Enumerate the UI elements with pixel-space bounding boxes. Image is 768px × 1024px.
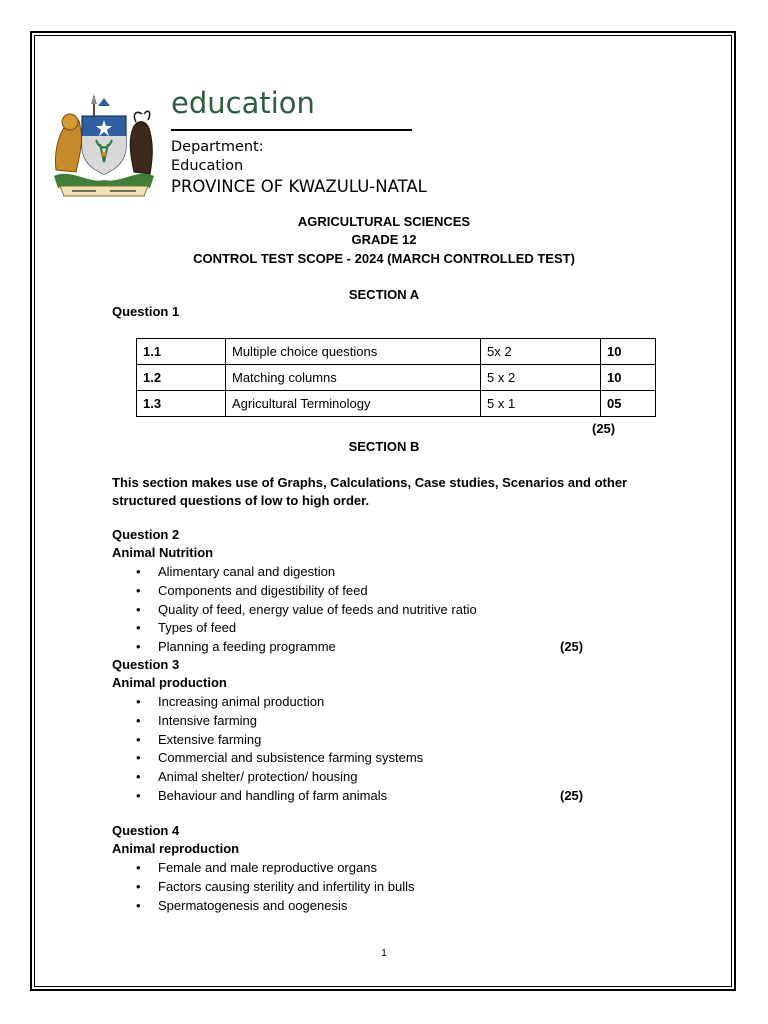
marks-cell: 05 (601, 391, 656, 417)
marks-cell: 10 (601, 365, 656, 391)
marks-cell: 10 (601, 339, 656, 365)
question-4-topic-list (136, 859, 415, 915)
list-item: • Behaviour and handling of farm animals (136, 787, 423, 806)
question-3-marks: (25) (560, 788, 584, 803)
question-3-label: Question 3 (112, 657, 180, 672)
list-item: • Factors causing sterility and infertility in bulls (136, 878, 415, 897)
section-b-intro: This section makes use of Graphs, Calculations, Case studies, Scenarios and other structured questions of low to high order. (112, 475, 628, 508)
mark-allocation-cell: 5 x 2 (481, 365, 601, 391)
scope-title: CONTROL TEST SCOPE - 2024 (MARCH CONTROLLED TEST) (193, 251, 575, 266)
list-item: • Intensive farming (136, 712, 423, 731)
brand-wordmark: education (171, 86, 315, 120)
question-1-label: Question 1 (112, 304, 180, 319)
list-item: • Spermatogenesis and oogenesis (136, 897, 415, 916)
question-4-label: Question 4 (112, 823, 180, 838)
list-item: • Animal shelter/ protection/ housing (136, 768, 423, 787)
question-2-topic-list (136, 563, 477, 657)
question-2-label: Question 2 (112, 527, 180, 542)
province-name: PROVINCE OF KWAZULU-NATAL (171, 177, 427, 196)
list-item: • Increasing animal production (136, 693, 423, 712)
question-3-topic-list (136, 693, 423, 806)
question-4-topic: Animal reproduction (112, 841, 240, 856)
list-item: • Quality of feed, energy value of feeds and nutritive ratio (136, 601, 477, 620)
question-number-cell: 1.1 (137, 339, 226, 365)
list-item: • Types of feed (136, 619, 477, 638)
mark-allocation-cell: 5x 2 (481, 339, 601, 365)
section-a-table (136, 338, 656, 417)
brand-divider (171, 129, 412, 131)
question-2-topic: Animal Nutrition (112, 545, 214, 560)
list-item: • Extensive farming (136, 731, 423, 750)
table-row (137, 339, 656, 365)
list-item: • Alimentary canal and digestion (136, 563, 477, 582)
question-2-marks: (25) (560, 639, 584, 654)
table-row (137, 391, 656, 417)
department-name: Education (171, 158, 244, 174)
question-description-cell: Matching columns (226, 365, 481, 391)
question-number-cell: 1.2 (137, 365, 226, 391)
section-a-total: (25) (592, 421, 616, 436)
section-a-heading: SECTION A (348, 287, 420, 302)
table-row (137, 365, 656, 391)
section-b-heading: SECTION B (348, 439, 420, 454)
grade-title: GRADE 12 (351, 232, 417, 247)
subject-title: AGRICULTURAL SCIENCES (297, 214, 471, 229)
question-3-topic: Animal production (112, 675, 227, 690)
list-item: • Planning a feeding programme (136, 638, 477, 657)
list-item: • Components and digestibility of feed (136, 582, 477, 601)
department-label: Department: (171, 139, 264, 155)
question-description-cell: Agricultural Terminology (226, 391, 481, 417)
page-number: 1 (381, 948, 387, 959)
list-item: • Female and male reproductive organs (136, 859, 415, 878)
mark-allocation-cell: 5 x 1 (481, 391, 601, 417)
question-description-cell: Multiple choice questions (226, 339, 481, 365)
list-item: • Commercial and subsistence farming systems (136, 749, 423, 768)
question-number-cell: 1.3 (137, 391, 226, 417)
kzn-coat-of-arms-icon (50, 92, 158, 198)
